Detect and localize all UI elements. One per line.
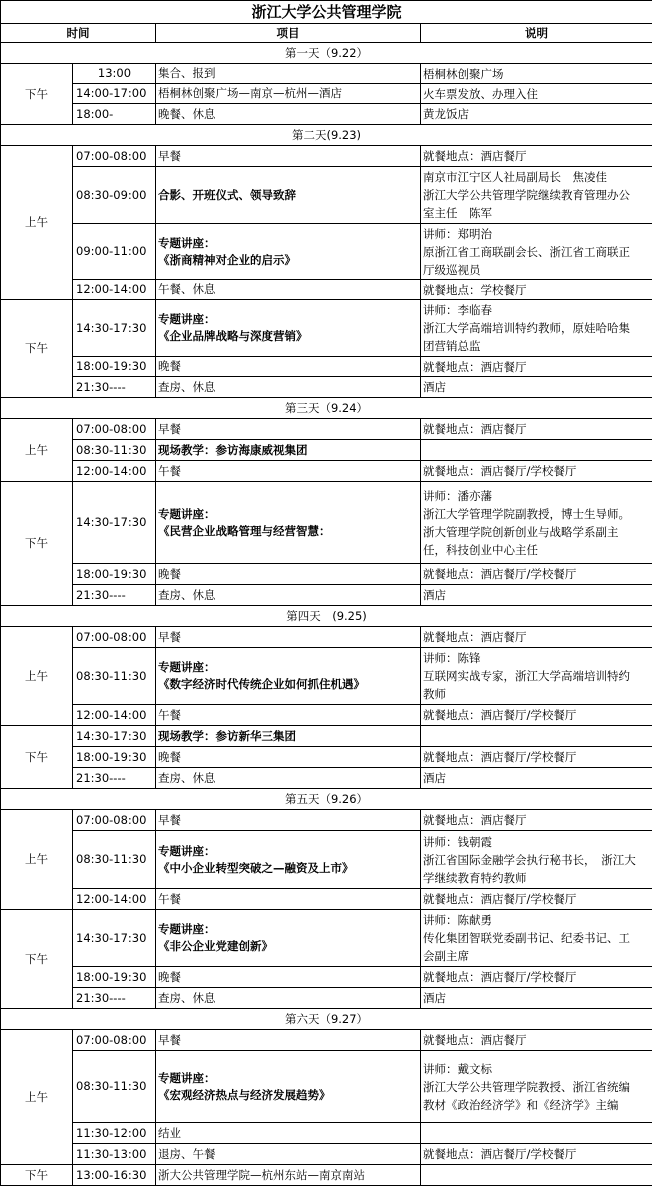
note-line: 讲师：陈锋 [423,651,481,665]
item-cell [156,482,421,564]
note-line: 厅级巡视员 [423,262,481,277]
note-cell [421,810,652,831]
item-cell [156,1144,421,1165]
item-line: 晚餐 [158,969,181,984]
note-cell [421,377,652,398]
time-cell: 21:30---- [73,988,156,1009]
time-cell: 12:00-14:00 [73,461,156,482]
note-line: 就餐地点：酒店餐厅/学校餐厅 [423,970,577,984]
note-line: 团营销总监 [423,339,481,353]
day-label: 第四天 (9.25) [1,606,652,627]
item-cell [156,1030,421,1051]
note-line: 就餐地点：酒店餐厅 [423,149,527,163]
item-line: 查房、休息 [158,770,216,785]
schedule-row [1,889,652,910]
note-line: 互联网实战专家，浙江大学高端培训特约 [423,669,630,683]
note-cell [421,104,652,125]
item-cell [156,967,421,988]
item-line: 早餐 [158,812,181,827]
note-line: 传化集团智联党委副书记、纪委书记、工 [423,931,630,945]
time-cell: 12:00-14:00 [73,280,156,300]
note-line: 浙大管理学院创新创业与战略学系副主 [423,524,619,539]
period-label: 下午 [1,910,73,1009]
note-line: 室主任 陈军 [423,206,492,220]
time-cell: 08:30-11:30 [73,831,156,889]
schedule-row [1,224,652,280]
schedule-row [1,831,652,889]
item-line: 《中小企业转型突破之—融资及上市》 [158,860,354,875]
period-label: 上午 [1,146,73,300]
note-line: 教师 [423,687,446,701]
note-cell [421,585,652,606]
time-cell: 07:00-08:00 [73,419,156,440]
time-cell: 07:00-08:00 [73,627,156,648]
schedule-row [1,167,652,224]
period-label: 下午 [1,726,73,789]
time-cell: 08:30-11:30 [73,1051,156,1123]
item-cell [156,104,421,125]
item-cell [156,831,421,889]
note-line: 讲师：李临春 [423,303,492,317]
time-cell: 14:30-17:30 [73,910,156,967]
item-cell [156,1051,421,1123]
note-cell [421,967,652,988]
note-cell [421,831,652,889]
note-cell [421,300,652,357]
item-line: 专题讲座： [158,312,216,326]
item-line: 早餐 [158,421,181,436]
schedule-row [1,705,652,726]
time-cell: 12:00-14:00 [73,889,156,910]
day-label: 第一天（9.22） [1,43,652,64]
item-line: 晚餐 [158,359,181,373]
note-line: 梧桐林创聚广场 [423,66,504,81]
day-row [1,398,652,419]
schedule-row [1,84,652,104]
schedule-row [1,482,652,564]
day-row [1,1009,652,1030]
note-line: 任，科技创业中心主任 [423,542,538,557]
item-line: 退房、午餐 [158,1146,216,1161]
header-time: 时间 [1,24,156,43]
schedule-row [1,585,652,606]
note-line: 就餐地点：酒店餐厅 [423,422,527,436]
schedule-row [1,1030,652,1051]
item-line: 梧桐林创聚广场—南京—杭州—酒店 [158,86,342,100]
item-cell [156,810,421,831]
schedule-row [1,461,652,482]
item-line: 《民营企业战略管理与经营智慧： [158,523,331,538]
item-cell [156,357,421,377]
item-line: 早餐 [158,1032,181,1047]
time-cell: 14:00-17:00 [73,84,156,104]
time-cell: 21:30---- [73,585,156,606]
item-cell [156,300,421,357]
note-cell [421,419,652,440]
item-line: 专题讲座： [158,1070,216,1085]
time-cell: 18:00-19:30 [73,564,156,585]
day-label: 第六天（9.27） [1,1009,652,1030]
day-row [1,789,652,810]
schedule-row [1,726,652,747]
note-line: 浙江大学高端培训特约教师，原娃哈哈集 [423,321,630,335]
item-line: 晚餐 [158,749,181,764]
item-cell [156,585,421,606]
item-cell [156,84,421,104]
item-line: 早餐 [158,148,181,163]
item-line: 集合、报到 [158,66,216,80]
time-cell: 13:00-16:30 [73,1165,156,1186]
item-line: 现场教学：参访新华三集团 [158,728,296,743]
day-label: 第二天(9.23) [1,125,652,146]
header-item: 项目 [156,24,421,43]
note-line: 就餐地点：酒店餐厅/学校餐厅 [423,750,577,764]
header-note: 说明 [421,24,652,43]
schedule-row [1,648,652,705]
period-label: 上午 [1,419,73,482]
schedule-row [1,910,652,967]
note-line: 浙江省国际金融学会执行秘书长， 浙江大 [423,852,636,867]
item-line: 查房、休息 [158,990,216,1005]
note-cell [421,1144,652,1165]
time-cell: 14:30-17:30 [73,300,156,357]
note-line: 学继续教育特约教师 [423,870,527,885]
item-line: 午餐 [158,707,181,722]
time-cell: 08:30-11:30 [73,648,156,705]
item-cell [156,64,421,84]
item-line: 合影、开班仪式、领导致辞 [158,187,296,202]
item-line: 查房、休息 [158,587,216,602]
note-cell [421,768,652,789]
item-cell [156,889,421,910]
note-cell [421,1123,652,1144]
schedule-row [1,768,652,789]
note-cell [421,280,652,300]
day-label: 第三天（9.24） [1,398,652,419]
note-line: 南京市江宁区人社局副局长 焦凌佳 [423,170,607,184]
item-cell [156,146,421,167]
item-line: 专题讲座： [158,922,216,936]
item-cell [156,377,421,398]
note-line: 酒店 [423,380,446,394]
item-line: 现场教学：参访海康威视集团 [158,442,308,457]
note-cell [421,357,652,377]
note-line: 教材《政治经济学》和《经济学》主编 [423,1097,619,1112]
note-cell [421,910,652,967]
note-line: 讲师：潘亦藩 [423,488,492,503]
item-cell [156,461,421,482]
item-line: 查房、休息 [158,379,216,394]
schedule-row [1,1144,652,1165]
note-line: 浙江大学公共管理学院继续教育管理办公 [423,188,630,202]
item-line: 《非公企业党建创新》 [158,939,273,953]
schedule-row [1,64,652,84]
note-line: 讲师：郑明治 [423,226,492,241]
time-cell: 07:00-08:00 [73,146,156,167]
time-cell: 18:00-19:30 [73,967,156,988]
time-cell: 14:30-17:30 [73,726,156,747]
schedule-row [1,627,652,648]
note-line: 火车票发放、办理入住 [423,86,538,101]
item-cell [156,280,421,300]
item-cell [156,564,421,585]
item-line: 结业 [158,1125,181,1140]
schedule-row [1,1123,652,1144]
schedule-row [1,988,652,1009]
note-line: 就餐地点：酒店餐厅/学校餐厅 [423,567,577,581]
time-cell: 11:30-12:00 [73,1123,156,1144]
item-cell [156,988,421,1009]
period-label: 上午 [1,627,73,726]
day-label: 第五天（9.26） [1,789,652,810]
schedule-row [1,564,652,585]
note-line: 就餐地点：酒店餐厅 [423,1033,527,1047]
schedule-row [1,810,652,831]
period-label: 上午 [1,810,73,910]
item-line: 晚餐 [158,566,181,581]
period-label: 上午 [1,1030,73,1165]
schedule-row [1,967,652,988]
item-line: 午餐 [158,463,181,478]
schedule-row [1,377,652,398]
note-line: 酒店 [423,991,446,1005]
time-cell: 21:30---- [73,377,156,398]
time-cell: 18:00-19:30 [73,747,156,768]
period-label: 下午 [1,1165,73,1186]
item-line: 《数字经济时代传统企业如何抓住机遇》 [158,677,365,691]
day-row [1,43,652,64]
note-line: 浙江大学公共管理学院教授、浙江省统编 [423,1079,630,1094]
schedule-row [1,419,652,440]
schedule-row [1,747,652,768]
time-cell: 08:30-11:30 [73,440,156,461]
time-cell: 12:00-14:00 [73,705,156,726]
schedule-row [1,1165,652,1186]
item-cell [156,1123,421,1144]
note-cell [421,648,652,705]
time-cell: 18:00- [73,104,156,125]
day-row [1,606,652,627]
note-cell [421,747,652,768]
note-cell [421,167,652,224]
note-line: 浙江大学管理学院副教授，博士生导师。 [423,506,630,521]
note-cell [421,988,652,1009]
item-cell [156,726,421,747]
note-line: 就餐地点：学校餐厅 [423,282,527,297]
note-cell [421,627,652,648]
schedule-row [1,280,652,300]
item-cell [156,627,421,648]
item-line: 《宏观经济热点与经济发展趋势》 [158,1087,331,1102]
note-cell [421,146,652,167]
time-cell: 18:00-19:30 [73,357,156,377]
item-line: 专题讲座： [158,506,216,521]
note-line: 酒店 [423,588,446,602]
page-title: 浙江大学公共管理学院 [1,1,652,24]
item-cell [156,419,421,440]
note-cell [421,224,652,280]
note-line: 就餐地点：酒店餐厅 [423,813,527,827]
item-line: 《企业品牌战略与深度营销》 [158,329,308,343]
time-cell: 13:00 [73,64,156,84]
time-cell: 11:30-13:00 [73,1144,156,1165]
note-cell [421,1165,652,1186]
item-line: 午餐、休息 [158,282,216,296]
note-cell [421,726,652,747]
item-cell [156,705,421,726]
item-cell [156,648,421,705]
item-line: 专题讲座： [158,843,216,858]
item-cell [156,1165,421,1186]
time-cell: 07:00-08:00 [73,810,156,831]
schedule-row [1,357,652,377]
note-cell [421,440,652,461]
note-line: 酒店 [423,771,446,785]
day-row [1,125,652,146]
schedule-row [1,146,652,167]
note-line: 会副主席 [423,949,469,963]
note-line: 就餐地点：酒店餐厅/学校餐厅 [423,708,577,722]
time-cell: 08:30-09:00 [73,167,156,224]
schedule-row [1,300,652,357]
note-line: 讲师：戴文标 [423,1061,492,1076]
note-line: 就餐地点：酒店餐厅/学校餐厅 [423,464,577,478]
note-line: 就餐地点：酒店餐厅 [423,359,527,374]
note-line: 就餐地点：酒店餐厅 [423,630,527,644]
note-cell [421,1030,652,1051]
schedule-row [1,104,652,125]
note-line: 讲师：钱朝霞 [423,834,492,849]
time-cell: 09:00-11:00 [73,224,156,280]
time-cell: 21:30---- [73,768,156,789]
time-cell: 07:00-08:00 [73,1030,156,1051]
item-line: 早餐 [158,629,181,644]
note-cell [421,1051,652,1123]
note-cell [421,461,652,482]
item-cell [156,167,421,224]
note-line: 就餐地点：酒店餐厅/学校餐厅 [423,892,577,906]
note-line: 讲师：陈献勇 [423,913,492,927]
note-line: 黄龙饭店 [423,107,469,121]
item-cell [156,910,421,967]
period-label: 下午 [1,64,73,125]
item-line: 午餐 [158,891,181,906]
note-cell [421,889,652,910]
item-cell [156,224,421,280]
note-line: 就餐地点：酒店餐厅/学校餐厅 [423,1147,577,1161]
period-label: 下午 [1,482,73,606]
note-cell [421,84,652,104]
period-label: 下午 [1,300,73,398]
schedule-row [1,440,652,461]
note-line: 原浙江省工商联副会长、浙江省工商联正 [423,244,630,259]
item-line: 《浙商精神对企业的启示》 [158,252,296,267]
item-cell [156,768,421,789]
header-row [1,24,652,43]
item-line: 晚餐、休息 [158,106,216,121]
note-cell [421,482,652,564]
item-line: 浙大公共管理学院—杭州东站—南京南站 [158,1167,365,1182]
item-line: 专题讲座： [158,660,216,674]
schedule-row [1,1051,652,1123]
title-row [1,1,652,24]
time-cell: 14:30-17:30 [73,482,156,564]
note-cell [421,564,652,585]
item-line: 专题讲座： [158,235,216,250]
note-cell [421,64,652,84]
item-cell [156,747,421,768]
item-cell [156,440,421,461]
note-cell [421,705,652,726]
